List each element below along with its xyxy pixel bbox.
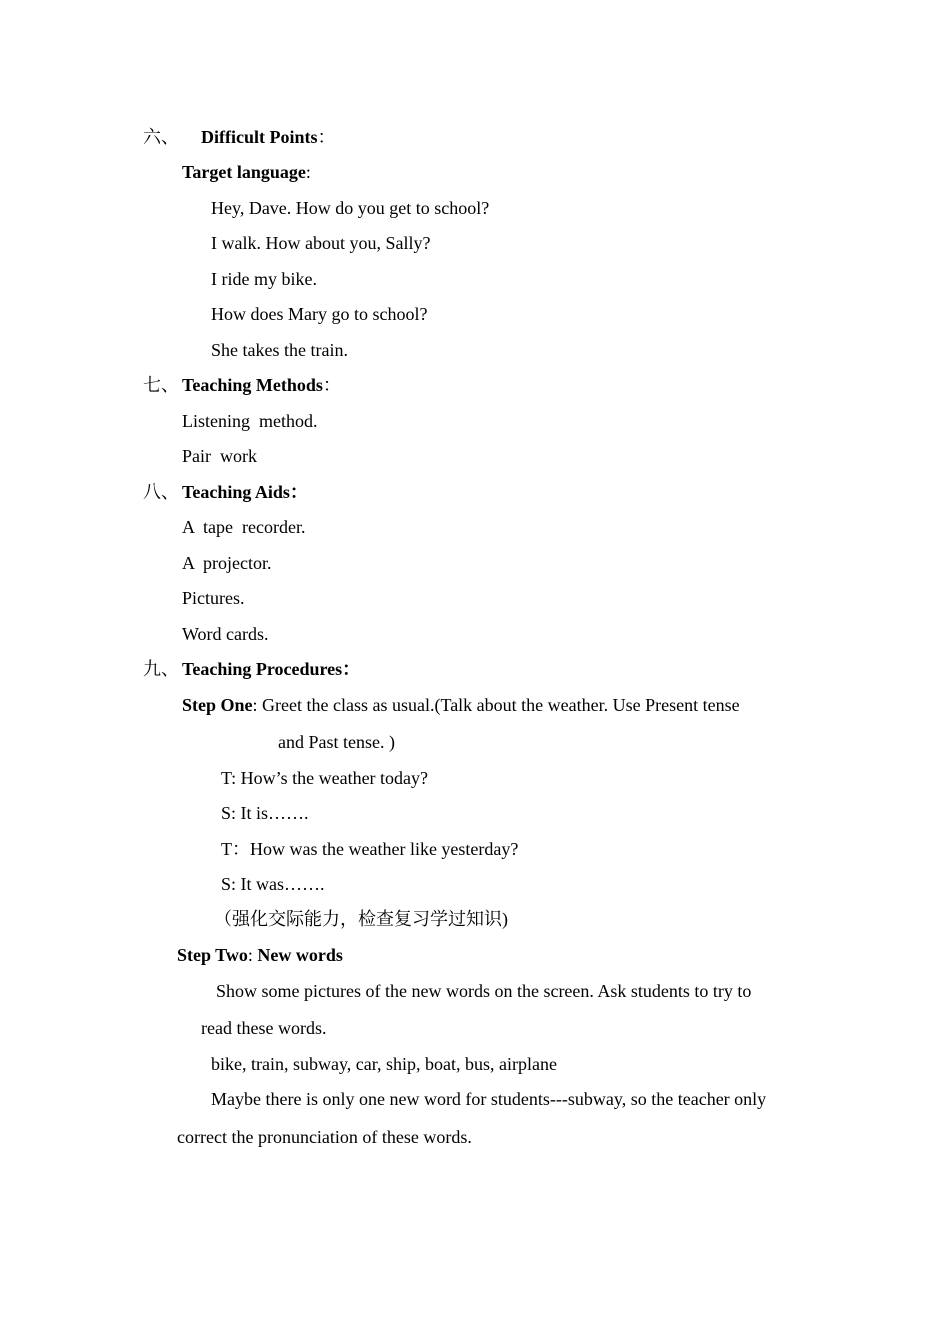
dialogue-line-1: T: How’s the weather today? <box>221 768 429 788</box>
dialogue-line-4: S: It was……. <box>221 874 325 894</box>
aid-item-1: A tape recorder. <box>182 517 306 537</box>
step-two-label: Step Two <box>177 945 248 965</box>
section-9-number: 九、 <box>143 659 179 679</box>
target-line-4: How does Mary go to school? <box>211 304 428 324</box>
dialogue-line-3: T：How was the weather like yesterday? <box>221 839 519 859</box>
dialogue-line-2: S: It is……. <box>221 803 309 823</box>
target-line-5: She takes the train. <box>211 340 348 360</box>
section-8-number: 八、 <box>143 482 179 502</box>
target-language-label: Target language <box>182 162 306 182</box>
target-language-label-line <box>182 161 311 183</box>
step-two-para1-line2: read these words. <box>201 1018 327 1038</box>
method-item-1: Listening method. <box>182 411 318 431</box>
section-6-number: 六、 <box>143 127 179 147</box>
step-two-title: New words <box>257 945 343 965</box>
section-7-title: Teaching Methods <box>182 375 323 395</box>
step-two-para2-line2: correct the pronunciation of these words. <box>177 1127 472 1147</box>
section-8-heading <box>143 481 308 503</box>
method-item-2: Pair work <box>182 446 257 466</box>
step-two-para2-line1: Maybe there is only one new word for students---subway, so the teacher only <box>211 1089 767 1109</box>
step-one-label: Step One <box>182 695 253 715</box>
section-8-title: Teaching Aids <box>182 482 290 502</box>
section-9-title: Teaching Procedures <box>182 659 343 679</box>
step-one-text-cont: and Past tense. ) <box>278 732 395 752</box>
aid-item-4: Word cards. <box>182 624 269 644</box>
aid-item-2: A projector. <box>182 553 272 573</box>
section-8-colon: ： <box>289 482 308 502</box>
target-line-1: Hey, Dave. How do you get to school? <box>211 198 490 218</box>
section-6-heading <box>143 126 336 148</box>
section-7-number: 七、 <box>143 375 179 395</box>
step-one-text: : Greet the class as usual.(Talk about the weather. Use Present tense <box>252 695 740 715</box>
section-9-colon: ： <box>342 659 361 679</box>
target-language-colon: : <box>305 162 311 182</box>
step-two-para1-line1: Show some pictures of the new words on the screen. Ask students to try to <box>216 981 752 1001</box>
step-one-note: （强化交际能力，检查复习学过知识) <box>214 909 508 929</box>
section-6-colon: ： <box>317 127 336 147</box>
step-two-line <box>177 944 343 966</box>
step-two-words: bike, train, subway, car, ship, boat, bus, airplane <box>211 1054 558 1074</box>
section-6-title: Difficult Points <box>201 127 318 147</box>
step-two-sep: : <box>247 945 258 965</box>
target-line-2: I walk. How about you, Sally? <box>211 233 431 253</box>
section-9-heading <box>143 658 360 680</box>
target-line-3: I ride my bike. <box>211 269 317 289</box>
aid-item-3: Pictures. <box>182 588 245 608</box>
section-7-colon: ： <box>322 375 341 395</box>
step-one-line <box>182 694 740 716</box>
section-7-heading <box>143 374 341 396</box>
